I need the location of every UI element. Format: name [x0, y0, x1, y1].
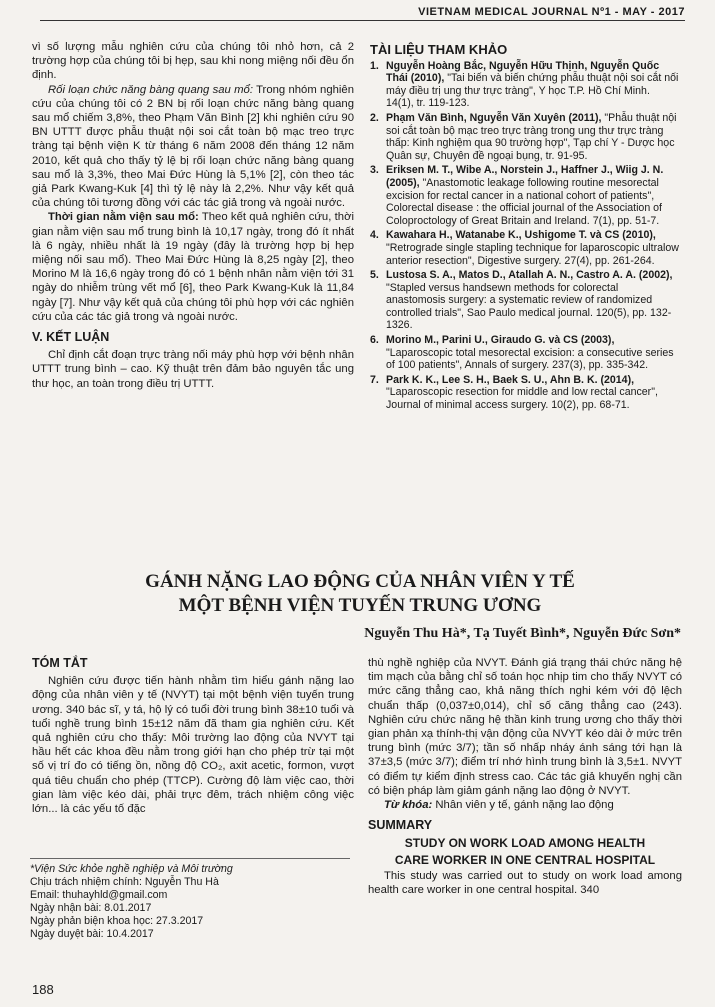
- reference-item: [370, 269, 680, 332]
- reference-body: "Stapled versus handsewn methods for colorectal anastomosis surgery: a systematic review of randomized controlled trials", Sao Paulo medical journal. 120(5), pp. 132-1326.: [386, 281, 672, 332]
- journal-header: VIETNAM MEDICAL JOURNAL Nº1 - MAY - 2017: [40, 6, 685, 21]
- footnote-line: *Viện Sức khỏe nghề nghiệp và Môi trường: [30, 863, 233, 875]
- summary-title: STUDY ON WORK LOAD AMONG HEALTH: [404, 836, 646, 851]
- summary-title: CARE WORKER IN ONE CENTRAL HOSPITAL: [394, 852, 656, 867]
- footnote-line: Ngày phản biện khoa học: 27.3.2017: [30, 915, 204, 927]
- summary-heading: SUMMARY: [368, 818, 433, 833]
- reference-text: [386, 269, 680, 332]
- references: [370, 44, 680, 414]
- section-heading: V. KẾT LUẬN: [32, 330, 110, 345]
- keywords-heading: Từ khóa:: [384, 799, 433, 812]
- reference-text: [386, 334, 680, 372]
- paragraph: This study was carried out to study on work load among health care worker in one central hospital. 340: [368, 869, 682, 897]
- reference-list: [370, 60, 680, 412]
- paragraph-heading: Rối loạn chức năng bàng quang sau mổ:: [48, 83, 253, 96]
- reference-item: [370, 374, 680, 412]
- reference-authors: Lustosa S. A., Matos D., Atallah A. N., Castro A. A. (2002),: [386, 269, 673, 282]
- reference-item: [370, 334, 680, 372]
- paragraph-heading: Thời gian nằm viện sau mổ:: [48, 211, 199, 224]
- paragraph: thù nghề nghiệp của NVYT. Đánh giá trạng thái chức năng hệ tim mạch của bằng chỉ số toán học nhịp tim cho thấy NVYT có mức căng thẳng cao, khả năng thích nghi kém với độ lệch chuẩn thấp (0,037±0,014), chỉ số căng thẳng cao (243). Nghiên cứu chức năng hệ thần kinh trung ương cho thấy thời gian phản xạ thính-thị vận động của NVYT kéo dài ở mức trên trung bình (mức 3/7); tần số nhấp nháy ánh sáng tới hạn là 37±3,5 (mức 3/7); điểm trí nhớ hình trung bình là 3,5±1. NVYT có điểm tự kiểm định stress cao. Các tác giả khuyến nghị cần có biện pháp làm giảm gánh nặng lao động ở NVYT.: [368, 657, 682, 797]
- article-authors: Nguyễn Thu Hà*, Tạ Tuyết Bình*, Nguyễn Đức Sơn*: [364, 626, 681, 641]
- reference-body: "Tai biến và biến chứng phẫu thuật nội soi cắt nối máy điều trị ung thư trực tràng", Y học T.P. Hồ Chí Minh. 14(1), tr. 119-123.: [386, 72, 679, 110]
- abstract-right: [368, 656, 682, 897]
- reference-text: [386, 374, 680, 412]
- footnote: [30, 858, 350, 941]
- reference-number: 3.: [370, 164, 379, 177]
- references-heading: TÀI LIỆU THAM KHẢO: [370, 42, 508, 57]
- reference-number: 7.: [370, 373, 379, 386]
- reference-body: "Anastomotic leakage following routine mesorectal excision for rectal cancer in a national cohort of patients", Colorectal disease : the official journal of the Association of Coloproctology of Great Britain and Ireland. 7(1), pp. 51-7.: [386, 176, 662, 227]
- reference-item: [370, 229, 680, 267]
- reference-authors: Park K. K., Lee S. H., Baek S. U., Ahn B. K. (2014),: [386, 373, 635, 386]
- page-number: 188: [32, 982, 54, 997]
- keywords: [368, 798, 682, 812]
- reference-text: [386, 164, 680, 227]
- footnote-line: Ngày duyệt bài: 10.4.2017: [30, 928, 154, 940]
- title-line: GÁNH NẶNG LAO ĐỘNG CỦA NHÂN VIÊN Y TẾ: [145, 571, 575, 592]
- reference-body: "Retrograde single stapling technique for laparoscopic ultralow anterior resection", Digestive surgery. 27(4), pp. 261-264.: [386, 241, 679, 267]
- reference-authors: Morino M., Parini U., Giraudo G. và CS (2003),: [386, 334, 615, 347]
- reference-authors: Eriksen M. T., Wibe A., Norstein J., Haffner J., Wiig J. N. (2005),: [386, 164, 664, 189]
- reference-body: "Laparoscopic total mesorectal excision: a consecutive series of 100 patients", Annals of surgery. 237(3), pp. 335-342.: [386, 346, 674, 372]
- reference-item: [370, 112, 680, 162]
- reference-item: [370, 60, 680, 110]
- abstract-heading: TÓM TẮT: [32, 656, 88, 670]
- reference-authors: Nguyễn Hoàng Bắc, Nguyễn Hữu Thịnh, Nguyễn Quốc Thái (2010),: [386, 59, 660, 85]
- reference-text: [386, 229, 680, 267]
- reference-authors: Phạm Văn Bình, Nguyễn Văn Xuyên (2011),: [386, 111, 602, 124]
- reference-number: 2.: [370, 111, 379, 124]
- footnote-line: Email: thuhayhld@gmail.com: [30, 889, 168, 901]
- reference-text: [386, 112, 680, 162]
- article-title: [40, 570, 680, 618]
- reference-body: "Laparoscopic resection for middle and low rectal cancer", Journal of minimal access surgery. 10(2), pp. 68-71.: [386, 386, 658, 412]
- paragraph: [32, 210, 354, 324]
- reference-authors: Kawahara H., Watanabe K., Ushigome T. và CS (2010),: [386, 229, 656, 242]
- footnote-line: Ngày nhận bài: 8.01.2017: [30, 902, 152, 914]
- paragraph-text: Trong nhóm nghiên cứu của chúng tôi có 2 BN bị rối loạn chức năng bàng quang sau mổ chiếm 3,8%, theo Phạm Văn Bình [2] khi nghiên cứu 90 BN UTTT được phẫu thuật nội soi cắt toàn bộ mạc treo trực tràng tại bệnh viện K từ tháng 6 năm 2008 đến tháng 12 năm 2010, kết quả cho thấy tỷ lệ bị rối loạn chức năng bàng quang sau mổ là 3,3%, theo Mai Đức Hùng là 5,1% [2], còn theo tác giả Park Kwang-Kuk [4] thì tỷ lệ này là 2,2%. Như vậy kết quả của chúng tôi tương đồng với các tác giả trong và ngoài nước.: [32, 83, 354, 210]
- paragraph-text: Theo kết quả nghiên cứu, thời gian nằm viện sau mổ trung bình là 10,17 ngày, trong đó ít nhất là 6 ngày, nhiều nhất là 19 ngày (đây là trường hợp bị hẹp miệng nối sau mổ). Theo Mai Đức Hùng là 8,25 ngày [2], theo Morino M là 16,6 ngày trong đó có 1 bệnh nhân nằm viện tới 31 ngày do nhiễm trùng vết mổ [6], theo Park Kwang-Kuk là 11,84 ngày [7]. Như vậy kết quả của chúng tôi phù hợp với các nghiên cứu của các tác giả trong và ngoài nước.: [32, 211, 354, 323]
- reference-number: 4.: [370, 229, 379, 242]
- paragraph: vì số lượng mẫu nghiên cứu của chúng tôi nhỏ hơn, cả 2 trường hợp của chúng tôi bị hẹp, sau khi nong miệng nối đều ổn định.: [32, 41, 354, 82]
- paragraph: Chỉ định cắt đoạn trực tràng nối máy phù hợp với bệnh nhân UTTT trung bình – cao. Kỹ thuật trên đảm bảo nguyên tắc ung thư học, an toàn trong điều trị UTTT.: [32, 349, 354, 390]
- reference-number: 6.: [370, 334, 379, 347]
- reference-text: [386, 60, 680, 110]
- reference-body: "Phẫu thuật nội soi cắt toàn bộ mạc treo trực tràng trong ung thư trực tràng thấp: Kinh nghiệm qua 90 trường hợp", Tạp chí Y - Dược học Quân sự, Chuyên đề ngoại bụng, tr. 91-95.: [386, 111, 677, 162]
- abstract-left: [32, 656, 354, 816]
- left-column-top: [32, 40, 354, 391]
- title-line: MỘT BỆNH VIỆN TUYẾN TRUNG ƯƠNG: [178, 595, 542, 616]
- reference-number: 5.: [370, 269, 379, 282]
- reference-number: 1.: [370, 59, 379, 72]
- paragraph: Nghiên cứu được tiến hành nhằm tìm hiểu gánh nặng lao động của nhân viên y tế (NVYT) tại một bệnh viện tuyến trung ương. 340 bác sĩ, y tá, hộ lý có tuổi đời trung bình 38±10 tuổi và tuổi nghề trung bình 15±12 năm đã tham gia nghiên cứu. Kết quả nghiên cứu cho thấy: Môi trường lao động của NVYT tại hầu hết các khoa đều nằm trong giới hạn cho phép trừ tại một số vị trí đo có tiếng ồn, nồng độ CO₂, axit acetic, formon, vượt quá tiêu chuẩn cho phép (TTCP). Cường độ làm việc cao, thời gian làm việc kéo dài, phải trực đêm, trách nhiệm công việc lớn... là các yếu tố đặc: [32, 675, 354, 816]
- paragraph: [32, 83, 354, 211]
- reference-item: [370, 164, 680, 227]
- footnote-line: Chịu trách nhiệm chính: Nguyễn Thu Hà: [30, 876, 219, 888]
- keywords-text: Nhân viên y tế, gánh nặng lao động: [432, 799, 614, 812]
